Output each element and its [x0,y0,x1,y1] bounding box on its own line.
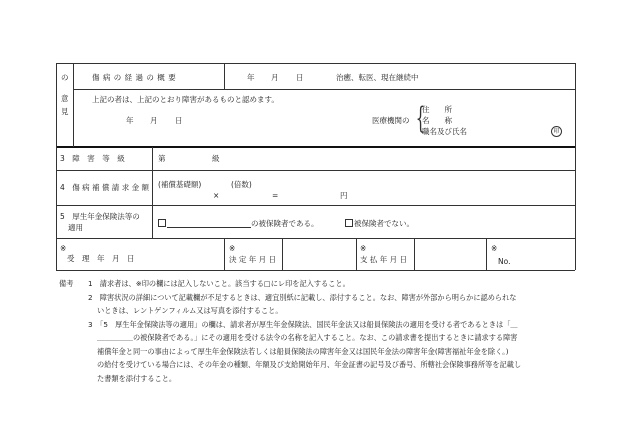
payment-mark: ※ [360,244,367,253]
not-insured-checkbox[interactable] [345,219,353,227]
grade-suffix: 級 [212,154,220,163]
progress-date-day: 日 [296,73,304,82]
insured-option[interactable] [158,219,319,228]
pension-label-line1: 5 厚生年金保険法等の [60,212,140,221]
number-mark: ※ [491,244,498,253]
payment-label: 支 払 年 月 日 [360,255,408,264]
grade-prefix: 第 [158,154,166,163]
decision-label: 決 定 年 月 日 [229,255,277,264]
table-top-border [56,63,575,64]
insured-text: の被保険者である。 [251,219,319,228]
receipt-divider-1 [224,238,225,270]
cert-date-month: 月 [150,116,158,125]
divider-pension-bottom [56,238,575,239]
insured-checkbox[interactable] [158,219,166,227]
note-line-4: 3 「5 厚生年金保険法等の適用」の欄は、請求者が厚生年金保険法、国民年金法又は船員保険法の適用を受ける者であるときは「＿ [88,320,518,329]
note-line-3: いときは、レントゲンフィルム又は写真を添付すること。 [97,306,283,315]
institution-name: 名 称 [422,116,452,125]
not-insured-text: 被保険者でない。 [354,219,414,228]
times-symbol: × [213,191,220,200]
multiplier-label: (倍数) [231,180,252,189]
certification-statement: 上記の者は、上記のとおり障害があるものと認めます。 [92,95,279,104]
institution-address: 住 所 [422,105,452,114]
base-amount-label: (補償基礎額) [158,180,202,189]
cert-date-day: 日 [175,116,183,125]
yen-unit: 円 [340,191,348,200]
note-line-1: 1 請求者は、※印の欄には記入しないこと。該当する□にレ印を記入すること。 [88,279,350,288]
divider-progress [73,89,575,90]
note-line-2: 2 障害状況の詳細について記載欄が不足するときは、適宜別紙に記載し、添付すること。なお、障害が外部から明らかに認められな [88,293,517,302]
side-label-i: 意 [61,94,69,103]
receipt-divider-2 [282,238,283,270]
pension-label-line2: 適用 [68,223,83,232]
receipt-divider-3 [356,238,357,270]
side-label-divider [73,63,74,147]
received-mark: ※ [60,244,67,253]
receipt-divider-5 [486,238,487,270]
institution-doctor: 職名及び氏名 [422,127,467,136]
note-line-5: ＿＿＿＿＿の被保険者である。」にその適用を受ける法令の名称を記入すること。なお、この請求書を提出するときに請求する障害 [97,333,518,342]
law-name-blank[interactable] [167,220,251,228]
divider-grade-bottom [56,170,575,171]
divider-amount-bottom [56,205,575,206]
institution-brace: { [415,101,426,136]
number-label: No. [498,257,511,266]
received-label: 受 理 年 月 日 [67,254,135,263]
institution-label: 医療機関の [372,116,410,125]
equals-symbol: = [272,191,279,200]
progress-date-year: 年 [247,73,255,82]
side-label-no: の [61,73,69,82]
decision-mark: ※ [229,244,236,253]
receipt-divider-4 [414,238,415,270]
amount-label: 4 傷 病 補 償 請 求 金 額 [60,183,149,192]
table-left-border [56,63,57,270]
cert-date-year: 年 [126,116,134,125]
not-insured-option[interactable] [345,219,414,228]
side-label-ken: 見 [61,107,69,116]
progress-date-month: 月 [271,73,279,82]
note-line-7: の給付を受けている場合には、その年金の種類、年額及び支給開始年月、年金証書の記号及び番号、所轄社会保険事務所等を記載し [97,360,522,369]
notes-title: 備考 [59,279,74,288]
grade-label-divider [152,147,153,238]
progress-label-divider [224,63,225,89]
table-right-border [575,63,576,270]
divider-cert-bottom [56,146,575,148]
progress-label: 傷 病 の 経 過 の 概 要 [92,73,177,82]
status-options: 治癒、転医、現在継続中 [336,73,419,82]
grade-label: 3 障 害 等 級 [60,154,125,163]
table-bottom-border [56,270,575,271]
note-line-8: た書類を添付すること。 [97,374,177,383]
seal-mark: 印 [551,126,562,137]
note-line-6: 補償年金と同一の事由によって厚生年金保険法若しくは船員保険法の障害年金又は国民年金法の障害年金(障害福祉年金を除く。) [97,347,509,356]
